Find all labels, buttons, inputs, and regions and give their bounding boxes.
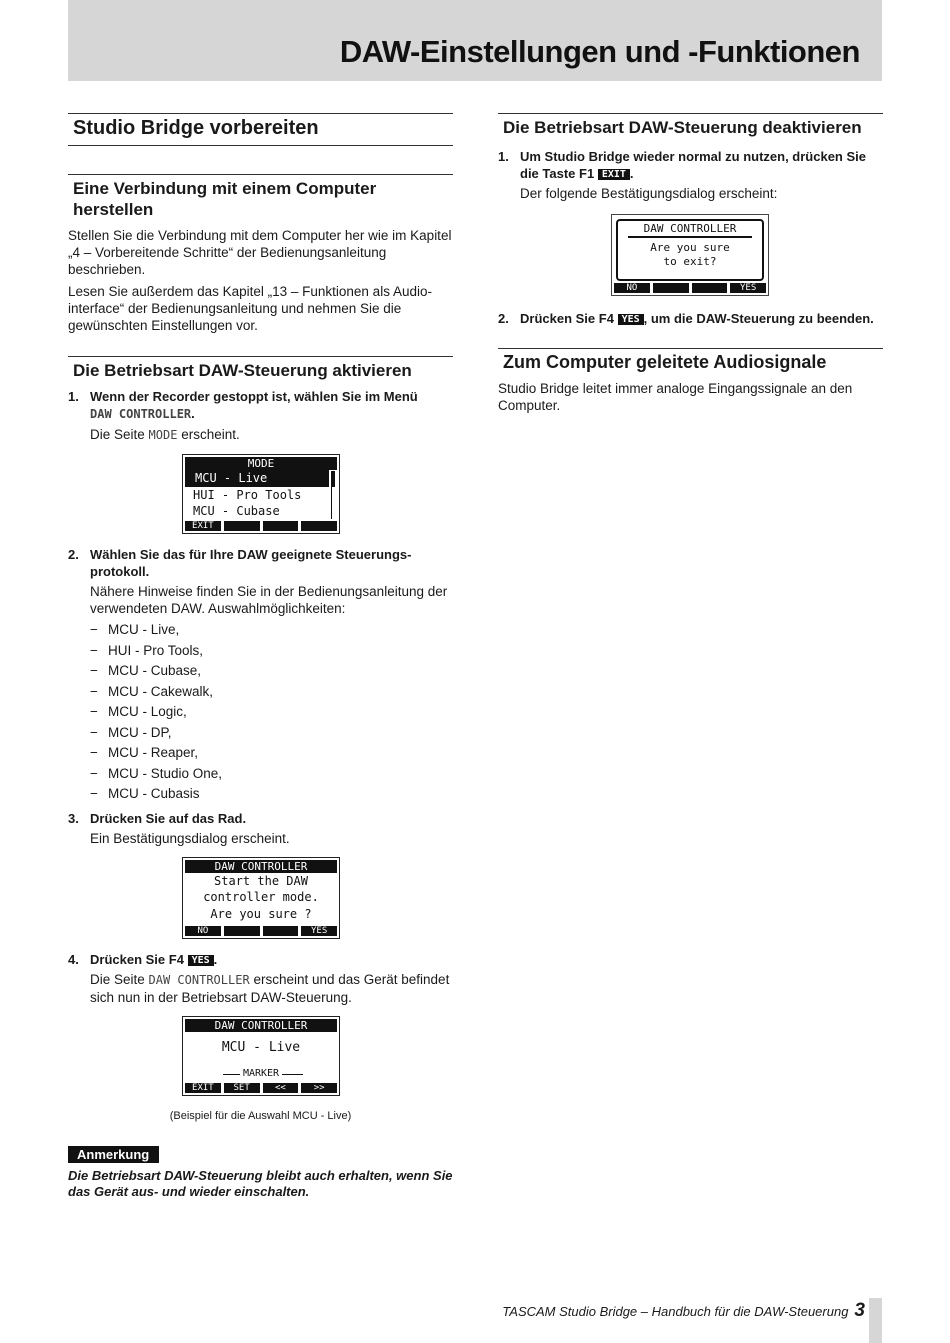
lcd-key-f4: YES bbox=[301, 926, 337, 936]
lcd-marker-label: MARKER bbox=[240, 1068, 282, 1079]
list-item: − MCU - Studio One, bbox=[90, 765, 223, 781]
deactivate-step-1: 1. Um Studio Bridge wieder normal zu nutzen, drücken Sie die Taste F1 EXIT . Der folgende Bestätigungsdialog erscheint: bbox=[498, 149, 866, 201]
lcd-menu-item: HUI - Pro Tools bbox=[193, 487, 302, 502]
step-number: 1. bbox=[68, 389, 79, 404]
left-column bbox=[68, 113, 453, 1200]
page-number: 3 bbox=[854, 1300, 865, 1321]
activate-step-4: 4. Drücken Sie F4 YES . Die Seite DAW CONTROLLER erscheint und das Gerät befindet sich nun in der Betriebsart DAW-Steuerung. bbox=[68, 951, 450, 1005]
lcd-key-f2 bbox=[653, 283, 689, 293]
lcd-key-f4: YES bbox=[730, 283, 766, 293]
list-item: − MCU - DP, bbox=[90, 724, 172, 740]
footer-band bbox=[869, 1298, 882, 1343]
lcd-mode-screen bbox=[182, 454, 340, 534]
lcd-confirm-start: DAW CONTROLLER Start the DAW controller mode. Are you sure ? NO YES bbox=[182, 857, 340, 939]
deactivate-step-2: 2. Drücken Sie F4 YES , um die DAW-Steuerung zu beenden. bbox=[498, 311, 874, 326]
lcd-key-f1: EXIT bbox=[185, 521, 221, 531]
lcd-key-f3 bbox=[263, 521, 299, 531]
screen-code: MODE bbox=[148, 428, 178, 442]
yes-key-icon: YES bbox=[618, 314, 644, 325]
lcd-key-f2 bbox=[224, 926, 260, 936]
exit-key-icon: EXIT bbox=[598, 169, 630, 180]
heading-connect: Eine Verbindung mit einem Computer herstellen bbox=[68, 174, 453, 220]
connect-paragraph-2: Lesen Sie außerdem das Kapitel „13 – Funktionen als Audio-interface“ der Bedienungsanleitung und nehmen Sie die gewünschten Einstellungen vor. bbox=[68, 284, 432, 333]
activate-step-2: 2. Wählen Sie das für Ihre DAW geeignete Steuerungs-protokoll. Nähere Hinweise finden Sie in der Bedienungsanleitung der verwendeten DAW. Auswahlmöglichkeiten: − MCU - Live, − HUI - Pro Tools, − MCU - Cubase, − MCU - Cakewalk, − MCU - Logic, − MCU - DP, − MCU - Reaper, − MCU - Studio One, − MCU - Cubasis bbox=[68, 546, 453, 806]
page-footer bbox=[300, 1300, 865, 1322]
lcd-key-f3 bbox=[263, 926, 299, 936]
note-label: Anmerkung bbox=[68, 1146, 159, 1163]
heading-activate: Die Betriebsart DAW-Steuerung aktivieren bbox=[68, 356, 453, 381]
heading-audio: Zum Computer geleitete Audiosignale bbox=[498, 348, 883, 373]
lcd-key-f1: EXIT bbox=[185, 1083, 221, 1093]
protocol-options-list bbox=[90, 621, 453, 802]
lcd-key-f4: >> bbox=[301, 1083, 337, 1093]
lcd-key-f1: NO bbox=[185, 926, 221, 936]
lcd-mode-value: MCU - Live bbox=[221, 1039, 301, 1055]
list-item: − HUI - Pro Tools, bbox=[90, 642, 204, 658]
activate-step-3: 3. Drücken Sie auf das Rad. Ein Bestätigungsdialog erscheint. bbox=[68, 810, 290, 846]
lcd-menu-item: MCU - Live bbox=[185, 470, 329, 487]
yes-key-icon: YES bbox=[188, 955, 214, 966]
lcd-key-f4 bbox=[301, 521, 337, 531]
lcd-key-f2: SET bbox=[224, 1083, 260, 1093]
heading-deactivate: Die Betriebsart DAW-Steuerung deaktivieren bbox=[498, 113, 883, 138]
list-item: − MCU - Cubasis bbox=[90, 786, 200, 801]
right-column bbox=[498, 113, 883, 419]
connect-paragraph-1: Stellen Sie die Verbindung mit dem Computer her wie im Kapitel „4 – Vorbereitende Schritte“ der Bedienungsanleitung beschrieben. bbox=[68, 228, 452, 277]
menu-code: DAW CONTROLLER bbox=[90, 407, 192, 421]
step-title: Wenn der Recorder gestoppt ist, wählen Sie im Menü bbox=[90, 389, 418, 404]
lcd-key-f3 bbox=[692, 283, 728, 293]
list-item: − MCU - Cubase, bbox=[90, 663, 202, 678]
lcd-title: MODE bbox=[185, 457, 337, 470]
list-item: − MCU - Cakewalk, bbox=[90, 683, 214, 699]
lcd-key-f3: << bbox=[263, 1083, 299, 1093]
lcd-menu-item: MCU - Cubase bbox=[193, 504, 280, 518]
list-item: − MCU - Reaper, bbox=[90, 745, 199, 760]
lcd-function-keys bbox=[185, 521, 337, 531]
header-band bbox=[68, 0, 882, 81]
list-item: − MCU - Logic, bbox=[90, 704, 187, 719]
lcd-key-f1: NO bbox=[614, 283, 650, 293]
lcd-daw-controller: DAW CONTROLLER MCU - Live MARKER EXIT SET << >> bbox=[182, 1016, 340, 1096]
figure-caption: (Beispiel für die Auswahl MCU - Live) bbox=[169, 1109, 352, 1122]
list-item: − MCU - Live, bbox=[90, 622, 180, 637]
note-text: Die Betriebsart DAW-Steuerung bleibt auch erhalten, wenn Sie das Gerät aus- und wieder einschalten. bbox=[68, 1167, 453, 1199]
lcd-scrollbar-thumb bbox=[332, 471, 335, 487]
footer-text: TASCAM Studio Bridge – Handbuch für die DAW-Steuerung bbox=[502, 1304, 849, 1319]
audio-paragraph: Studio Bridge leitet immer analoge Eingangssignale an den Computer. bbox=[498, 381, 853, 413]
page-title: DAW-Einstellungen und -Funktionen bbox=[339, 34, 860, 69]
lcd-confirm-exit: DAW CONTROLLER Are you sure to exit? NO YES bbox=[611, 214, 769, 296]
section-title-prepare: Studio Bridge vorbereiten bbox=[68, 113, 453, 146]
lcd-key-f2 bbox=[224, 521, 260, 531]
activate-step-1: 1. Wenn der Recorder gestoppt ist, wählen Sie im Menü DAW CONTROLLER. Die Seite MODE erscheint. bbox=[68, 389, 418, 442]
